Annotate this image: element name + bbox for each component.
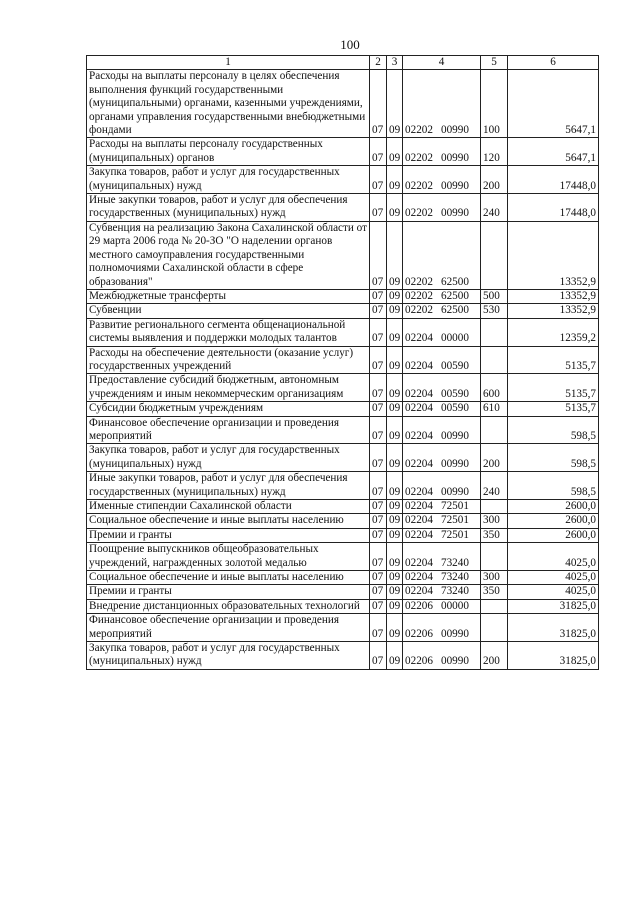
row-expense-type <box>481 599 508 613</box>
row-target-article <box>403 221 481 289</box>
row-amount: 31825,0 <box>508 599 599 613</box>
row-amount: 4025,0 <box>508 585 599 599</box>
row-subsection: 09 <box>387 514 403 528</box>
row-target-article <box>403 194 481 222</box>
row-section: 07 <box>370 70 387 138</box>
row-expense-type: 610 <box>481 402 508 416</box>
row-expense-type <box>481 416 508 444</box>
row-target-article <box>403 138 481 166</box>
row-target-article-program: 02202 <box>405 124 433 137</box>
row-target-article-direction: 00990 <box>440 457 469 470</box>
table-body <box>87 70 599 669</box>
row-section: 07 <box>370 599 387 613</box>
row-subsection: 09 <box>387 614 403 642</box>
row-amount: 31825,0 <box>508 614 599 642</box>
table-row <box>87 599 599 613</box>
row-subsection: 09 <box>387 221 403 289</box>
row-expense-type: 350 <box>481 528 508 542</box>
row-target-article-program: 02206 <box>405 655 433 668</box>
row-target-article-direction: 00000 <box>440 332 469 345</box>
row-section: 07 <box>370 304 387 318</box>
row-name: Межбюджетные трансферты <box>87 289 370 303</box>
table-row <box>87 614 599 642</box>
row-target-article-direction: 73240 <box>440 585 469 598</box>
row-target-article-program: 02206 <box>405 627 433 640</box>
row-name: Закупка товаров, работ и услуг для государственных (муниципальных) нужд <box>87 642 370 670</box>
row-amount: 598,5 <box>508 472 599 500</box>
row-subsection: 09 <box>387 472 403 500</box>
row-expense-type: 240 <box>481 194 508 222</box>
row-target-article <box>403 642 481 670</box>
row-target-article <box>403 416 481 444</box>
row-target-article <box>403 166 481 194</box>
row-expense-type <box>481 221 508 289</box>
row-expense-type <box>481 318 508 346</box>
row-name: Иные закупки товаров, работ и услуг для обеспечения государственных (муниципальных) нужд <box>87 472 370 500</box>
row-amount: 598,5 <box>508 444 599 472</box>
row-name: Расходы на выплаты персоналу государственных (муниципальных) органов <box>87 138 370 166</box>
row-target-article <box>403 304 481 318</box>
row-target-article-direction: 62500 <box>440 304 469 317</box>
row-target-article-direction: 00990 <box>440 151 469 164</box>
row-amount: 5135,7 <box>508 346 599 374</box>
row-subsection: 09 <box>387 642 403 670</box>
row-target-article-program: 02204 <box>405 359 433 372</box>
table-row <box>87 571 599 585</box>
row-subsection: 09 <box>387 585 403 599</box>
row-target-article-direction: 62500 <box>440 289 469 302</box>
row-target-article-program: 02202 <box>405 151 433 164</box>
row-amount: 5647,1 <box>508 70 599 138</box>
row-target-article-program: 02204 <box>405 571 433 584</box>
row-amount: 17448,0 <box>508 194 599 222</box>
row-name: Иные закупки товаров, работ и услуг для обеспечения государственных (муниципальных) нужд <box>87 194 370 222</box>
table-row <box>87 166 599 194</box>
row-section: 07 <box>370 642 387 670</box>
row-amount: 5135,7 <box>508 374 599 402</box>
row-target-article-program: 02204 <box>405 500 433 512</box>
row-subsection: 09 <box>387 528 403 542</box>
row-expense-type: 100 <box>481 70 508 138</box>
row-section: 07 <box>370 614 387 642</box>
row-amount: 13352,9 <box>508 304 599 318</box>
row-target-article <box>403 585 481 599</box>
row-amount: 4025,0 <box>508 543 599 571</box>
row-amount: 598,5 <box>508 416 599 444</box>
row-amount: 2600,0 <box>508 528 599 542</box>
header-cell-1: 1 <box>87 56 370 70</box>
row-target-article-direction: 00990 <box>440 124 469 137</box>
row-amount: 4025,0 <box>508 571 599 585</box>
row-expense-type: 300 <box>481 571 508 585</box>
row-subsection: 09 <box>387 416 403 444</box>
table-row <box>87 346 599 374</box>
row-section: 07 <box>370 571 387 585</box>
table-row <box>87 528 599 542</box>
row-target-article <box>403 472 481 500</box>
row-section: 07 <box>370 166 387 194</box>
row-target-article-direction: 00990 <box>440 627 469 640</box>
row-subsection: 09 <box>387 599 403 613</box>
table-row <box>87 194 599 222</box>
row-expense-type <box>481 614 508 642</box>
header-cell-4: 4 <box>403 56 481 70</box>
row-target-article <box>403 444 481 472</box>
table-row <box>87 444 599 472</box>
row-amount: 13352,9 <box>508 289 599 303</box>
row-target-article-program: 02204 <box>405 332 433 345</box>
row-subsection: 09 <box>387 318 403 346</box>
row-target-article <box>403 402 481 416</box>
row-target-article-program: 02204 <box>405 556 433 569</box>
row-expense-type <box>481 500 508 514</box>
row-name: Финансовое обеспечение организации и проведения мероприятий <box>87 416 370 444</box>
row-name: Развитие регионального сегмента общенациональной системы выявления и поддержки молодых талантов <box>87 318 370 346</box>
row-subsection: 09 <box>387 500 403 514</box>
row-target-article-direction: 00000 <box>440 599 469 612</box>
row-expense-type: 120 <box>481 138 508 166</box>
row-amount: 12359,2 <box>508 318 599 346</box>
row-target-article-program: 02202 <box>405 304 433 317</box>
row-target-article-direction: 00990 <box>440 207 469 220</box>
row-target-article-direction: 62500 <box>440 275 469 288</box>
row-subsection: 09 <box>387 138 403 166</box>
row-target-article-direction: 73240 <box>440 556 469 569</box>
row-amount: 2600,0 <box>508 500 599 514</box>
row-expense-type: 200 <box>481 166 508 194</box>
page-number: 100 <box>340 37 360 52</box>
row-target-article-program: 02204 <box>405 528 433 541</box>
row-expense-type: 200 <box>481 642 508 670</box>
row-subsection: 09 <box>387 444 403 472</box>
row-target-article-direction: 00990 <box>440 179 469 192</box>
row-amount: 5135,7 <box>508 402 599 416</box>
table-row <box>87 585 599 599</box>
row-name: Закупка товаров, работ и услуг для государственных (муниципальных) нужд <box>87 444 370 472</box>
row-section: 07 <box>370 138 387 166</box>
header-cell-3: 3 <box>387 56 403 70</box>
row-section: 07 <box>370 528 387 542</box>
row-name: Премии и гранты <box>87 585 370 599</box>
row-section: 07 <box>370 585 387 599</box>
table-row <box>87 514 599 528</box>
row-name: Поощрение выпускников общеобразовательных учреждений, награжденных золотой медалью <box>87 543 370 571</box>
table-row <box>87 642 599 670</box>
row-target-article-program: 02202 <box>405 179 433 192</box>
row-name: Расходы на выплаты персоналу в целях обеспечения выполнения функций государственными (муниципальными) органами, казенными учреждениями, органами управления государственными внебюджетными фондами <box>87 70 370 138</box>
row-name: Субсидии бюджетным учреждениям <box>87 402 370 416</box>
row-name: Социальное обеспечение и иные выплаты населению <box>87 571 370 585</box>
table-row <box>87 416 599 444</box>
row-expense-type: 240 <box>481 472 508 500</box>
row-target-article <box>403 70 481 138</box>
row-expense-type: 600 <box>481 374 508 402</box>
row-target-article-direction: 00590 <box>440 402 469 415</box>
table-row <box>87 472 599 500</box>
row-target-article-direction: 73240 <box>440 571 469 584</box>
row-target-article <box>403 374 481 402</box>
row-target-article-direction: 00990 <box>440 655 469 668</box>
row-target-article-program: 02202 <box>405 289 433 302</box>
table-row <box>87 304 599 318</box>
header-cell-2: 2 <box>370 56 387 70</box>
row-target-article-program: 02206 <box>405 599 433 612</box>
row-name: Закупка товаров, работ и услуг для государственных (муниципальных) нужд <box>87 166 370 194</box>
row-target-article <box>403 318 481 346</box>
row-target-article <box>403 346 481 374</box>
row-target-article-program: 02202 <box>405 207 433 220</box>
row-name: Предоставление субсидий бюджетным, автономным учреждениям и иным некоммерческим организациям <box>87 374 370 402</box>
table-row <box>87 70 599 138</box>
row-expense-type: 530 <box>481 304 508 318</box>
row-subsection: 09 <box>387 304 403 318</box>
row-target-article-direction: 72501 <box>440 514 469 527</box>
row-name: Именные стипендии Сахалинской области <box>87 500 370 514</box>
row-target-article <box>403 528 481 542</box>
row-target-article-direction: 72501 <box>440 528 469 541</box>
row-expense-type: 350 <box>481 585 508 599</box>
row-target-article-program: 02204 <box>405 514 433 527</box>
row-subsection: 09 <box>387 402 403 416</box>
row-expense-type <box>481 543 508 571</box>
row-section: 07 <box>370 346 387 374</box>
row-section: 07 <box>370 374 387 402</box>
row-section: 07 <box>370 472 387 500</box>
table-row <box>87 138 599 166</box>
row-target-article-direction: 72501 <box>440 500 469 512</box>
row-target-article <box>403 500 481 514</box>
row-subsection: 09 <box>387 194 403 222</box>
row-subsection: 09 <box>387 70 403 138</box>
row-section: 07 <box>370 500 387 514</box>
row-amount: 2600,0 <box>508 514 599 528</box>
row-section: 07 <box>370 289 387 303</box>
row-expense-type <box>481 346 508 374</box>
row-name: Финансовое обеспечение организации и проведения мероприятий <box>87 614 370 642</box>
row-subsection: 09 <box>387 289 403 303</box>
table-row <box>87 374 599 402</box>
row-name: Премии и гранты <box>87 528 370 542</box>
row-section: 07 <box>370 444 387 472</box>
row-section: 07 <box>370 543 387 571</box>
table-row <box>87 543 599 571</box>
row-target-article-program: 02204 <box>405 585 433 598</box>
row-target-article <box>403 614 481 642</box>
row-target-article-program: 02204 <box>405 387 433 400</box>
row-subsection: 09 <box>387 346 403 374</box>
row-name: Субвенция на реализацию Закона Сахалинской области от 29 марта 2006 года № 20-ЗО "О наделении органов местного самоуправления государственными полномочиями Сахалинской области в сфере образования" <box>87 221 370 289</box>
row-target-article <box>403 543 481 571</box>
row-name: Социальное обеспечение и иные выплаты населению <box>87 514 370 528</box>
row-target-article-direction: 00990 <box>440 485 469 498</box>
budget-table <box>86 55 599 670</box>
row-section: 07 <box>370 194 387 222</box>
row-section: 07 <box>370 221 387 289</box>
table-row <box>87 402 599 416</box>
row-target-article <box>403 514 481 528</box>
header-cell-5: 5 <box>481 56 508 70</box>
row-name: Внедрение дистанционных образовательных технологий <box>87 599 370 613</box>
row-amount: 17448,0 <box>508 166 599 194</box>
table-header-row <box>87 56 599 70</box>
row-name: Субвенции <box>87 304 370 318</box>
row-expense-type: 200 <box>481 444 508 472</box>
row-section: 07 <box>370 402 387 416</box>
row-subsection: 09 <box>387 374 403 402</box>
row-subsection: 09 <box>387 571 403 585</box>
row-target-article-direction: 00990 <box>440 429 469 442</box>
table-row <box>87 318 599 346</box>
row-amount: 5647,1 <box>508 138 599 166</box>
row-section: 07 <box>370 416 387 444</box>
row-target-article-program: 02202 <box>405 275 433 288</box>
row-target-article <box>403 571 481 585</box>
row-target-article-program: 02204 <box>405 402 433 415</box>
table-row <box>87 500 599 514</box>
row-expense-type: 500 <box>481 289 508 303</box>
row-target-article-program: 02204 <box>405 485 433 498</box>
table-row <box>87 289 599 303</box>
row-section: 07 <box>370 514 387 528</box>
row-amount: 31825,0 <box>508 642 599 670</box>
row-subsection: 09 <box>387 166 403 194</box>
row-target-article-direction: 00590 <box>440 359 469 372</box>
row-target-article <box>403 599 481 613</box>
table-row <box>87 221 599 289</box>
row-subsection: 09 <box>387 543 403 571</box>
header-cell-6: 6 <box>508 56 599 70</box>
row-amount: 13352,9 <box>508 221 599 289</box>
row-target-article-program: 02204 <box>405 429 433 442</box>
row-section: 07 <box>370 318 387 346</box>
row-target-article-program: 02204 <box>405 457 433 470</box>
row-target-article <box>403 289 481 303</box>
row-name: Расходы на обеспечение деятельности (оказание услуг) государственных учреждений <box>87 346 370 374</box>
row-target-article-direction: 00590 <box>440 387 469 400</box>
row-expense-type: 300 <box>481 514 508 528</box>
